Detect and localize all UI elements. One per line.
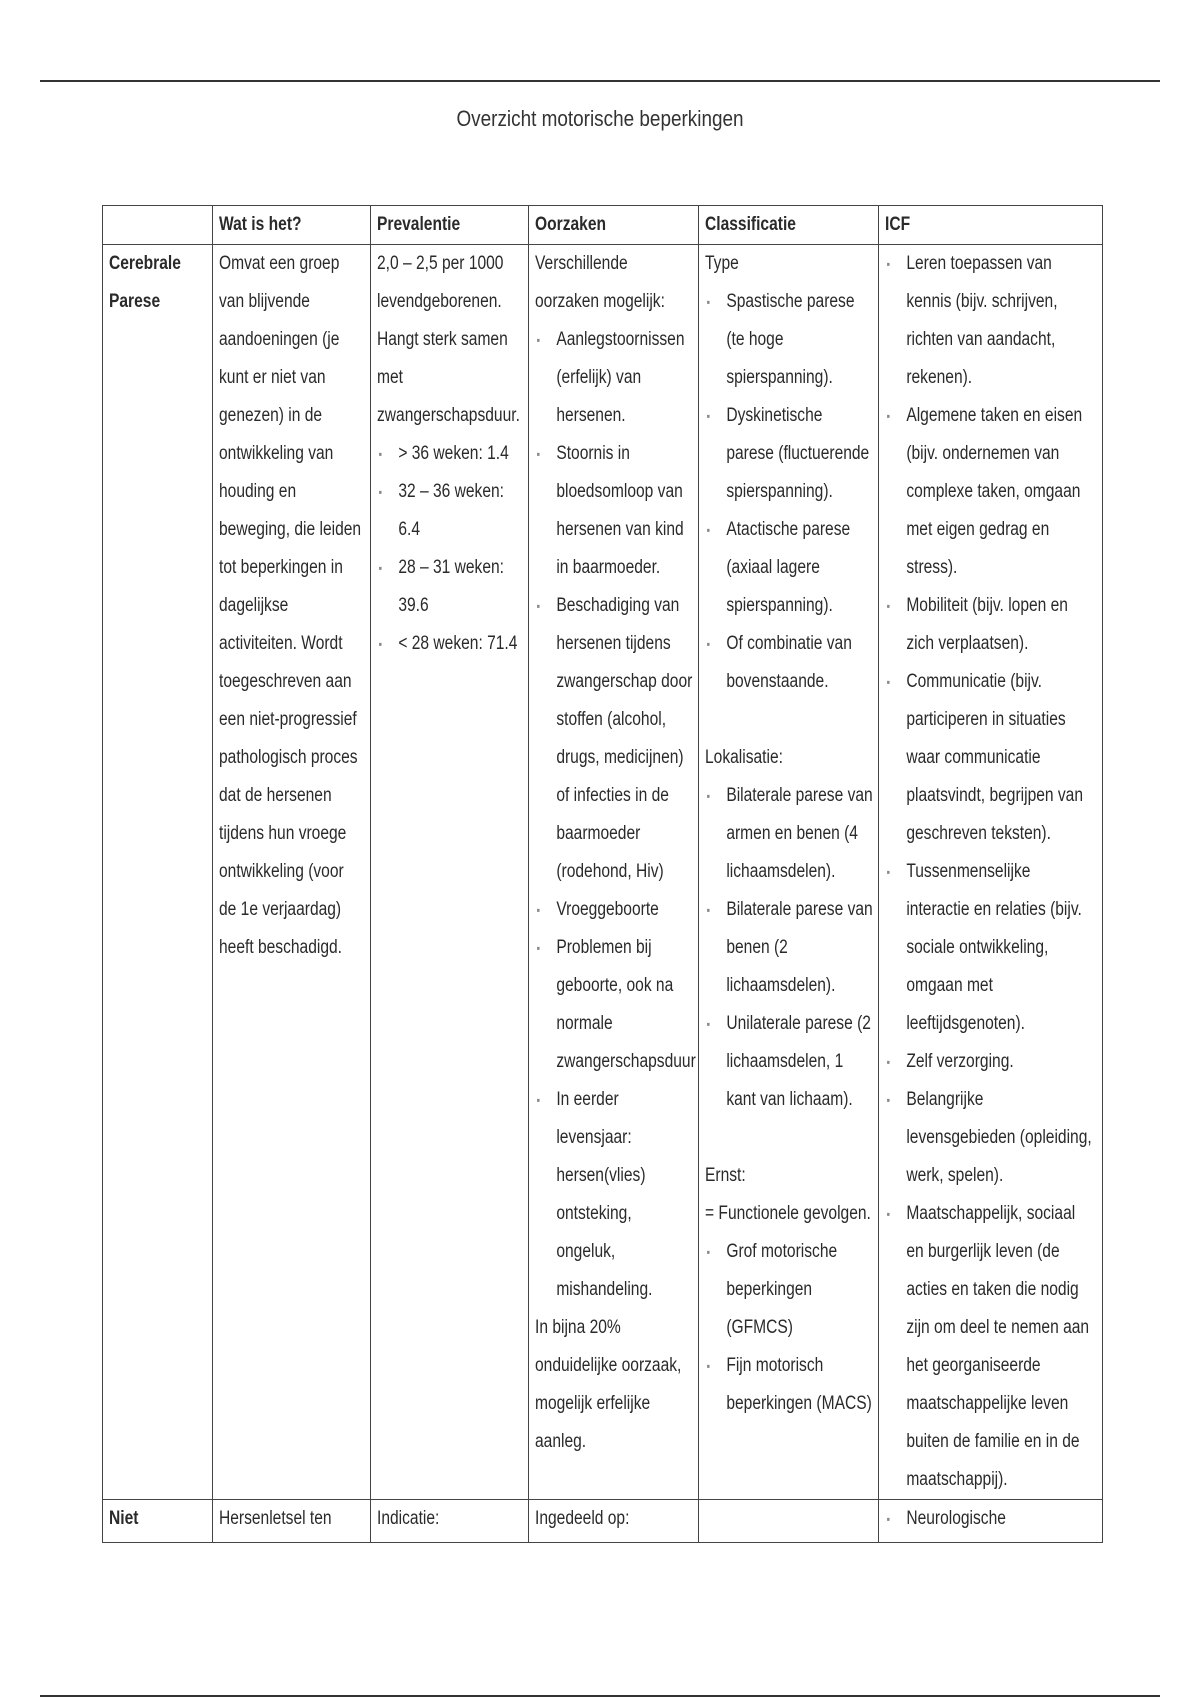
list-item: ▪ Of combinatie van bovenstaande. xyxy=(705,625,873,701)
oorzaken-text: Ingedeeld op: xyxy=(535,1508,630,1529)
list-item: ▪ Bilaterale parese van benen (2 lichaamsdelen). xyxy=(705,891,873,1005)
type-list xyxy=(705,283,873,701)
row-label: Cerebrale Parese xyxy=(109,253,181,312)
list-item: ▪ 32 – 36 weken: 6.4 xyxy=(377,473,523,549)
list-item: ▪ 28 – 31 weken: 39.6 xyxy=(377,549,523,625)
prevalentie-list xyxy=(377,435,523,663)
header-cell-empty xyxy=(103,206,213,245)
list-item: ▪ Atactische parese (axiaal lagere spierspanning). xyxy=(705,511,873,625)
ernst-list xyxy=(705,1233,873,1423)
classificatie-cell xyxy=(699,245,879,1500)
list-item: ▪ Belangrijke levensgebieden (opleiding, werk, spelen). xyxy=(885,1081,1096,1195)
list-item: ▪ Algemene taken en eisen (bijv. ondernemen van complexe taken, omgaan met eigen gedrag en stress). xyxy=(885,397,1096,587)
classificatie-cell xyxy=(699,1500,879,1543)
table-row-cerebrale-parese xyxy=(103,245,1103,1500)
header-cell-oorzaken: Oorzaken xyxy=(529,206,699,245)
icf-cell xyxy=(879,1500,1103,1543)
lokalisatie-label: Lokalisatie: xyxy=(705,747,783,768)
table-row-niet xyxy=(103,1500,1103,1543)
prevalentie-intro: 2,0 – 2,5 per 1000 levendgeborenen. Hangt sterk samen met zwangerschapsduur. xyxy=(377,253,520,426)
header-cell-prevalentie: Prevalentie xyxy=(371,206,529,245)
list-item: ▪ Tussenmenselijke interactie en relaties (bijv. sociale ontwikkeling, omgaan met leeftijdsgenoten). xyxy=(885,853,1096,1043)
prevalentie-cell xyxy=(371,245,529,1500)
row-label-cell xyxy=(103,245,213,1500)
list-item: ▪ Unilaterale parese (2 lichaamsdelen, 1 kant van lichaam). xyxy=(705,1005,873,1119)
ernst-sub: = Functionele gevolgen. xyxy=(705,1203,871,1224)
type-label: Type xyxy=(705,253,739,274)
icf-cell xyxy=(879,245,1103,1500)
list-item: ▪ Leren toepassen van kennis (bijv. schrijven, richten van aandacht, rekenen). xyxy=(885,245,1096,397)
list-item: ▪ Dyskinetische parese (fluctuerende spierspanning). xyxy=(705,397,873,511)
bottom-rule xyxy=(40,1695,1160,1697)
ernst-label: Ernst: xyxy=(705,1165,746,1186)
list-item: ▪ Spastische parese (te hoge spierspanning). xyxy=(705,283,873,397)
oorzaken-cell xyxy=(529,1500,699,1543)
oorzaken-cell xyxy=(529,245,699,1500)
header-row xyxy=(103,206,1103,245)
list-item: ▪ Fijn motorisch beperkingen (MACS) xyxy=(705,1347,873,1423)
list-item: ▪ Aanlegstoornissen (erfelijk) van hersenen. xyxy=(535,321,693,435)
header-cell-wat-is-het: Wat is het? xyxy=(213,206,371,245)
list-item: ▪ Bilaterale parese van armen en benen (4 lichaamsdelen). xyxy=(705,777,873,891)
wat-is-het-text: Omvat een groep van blijvende aandoeningen (je kunt er niet van genezen) in de ontwikkeling van houding en beweging, die leiden tot beperkingen in dagelijkse activiteiten. Wordt toegeschreven aan een niet-progressief pathologisch proces dat de hersenen tijdens hun vroege ontwikkeling (voor de 1e verjaardag) heeft beschadigd. xyxy=(219,253,362,958)
icf-list xyxy=(885,1500,1096,1538)
oorzaken-list xyxy=(535,321,696,1309)
list-item: ▪ > 36 weken: 1.4 xyxy=(377,435,523,473)
prevalentie-cell xyxy=(371,1500,529,1543)
prevalentie-text: Indicatie: xyxy=(377,1508,440,1529)
row-label-cell xyxy=(103,1500,213,1543)
oorzaken-intro: Verschillende oorzaken mogelijk: xyxy=(535,253,665,312)
list-item: ▪ Beschadiging van hersenen tijdens zwangerschap door stoffen (alcohol, drugs, medicijnen) of infecties in de baarmoeder (rodehond, Hiv) xyxy=(535,587,693,891)
list-item: ▪ Vroeggeboorte xyxy=(535,891,693,929)
icf-list xyxy=(885,245,1096,1499)
lokalisatie-list xyxy=(705,777,873,1119)
list-item: ▪ Stoornis in bloedsomloop van hersenen van kind in baarmoeder. xyxy=(535,435,693,587)
list-item: ▪ Neurologische xyxy=(885,1500,1096,1538)
overview-table xyxy=(102,205,1103,1543)
list-item: ▪ Problemen bij geboorte, ook na normale zwangerschapsduur xyxy=(535,929,693,1081)
list-item: ▪ In eerder levensjaar: hersen(vlies) ontsteking, ongeluk, mishandeling. xyxy=(535,1081,693,1309)
list-item: ▪ Communicatie (bijv. participeren in situaties waar communicatie plaatsvindt, begrijpen van geschreven teksten). xyxy=(885,663,1096,853)
oorzaken-outro: In bijna 20% onduidelijke oorzaak, mogelijk erfelijke aanleg. xyxy=(535,1317,682,1452)
list-item: ▪ Maatschappelijk, sociaal en burgerlijk leven (de acties en taken die nodig zijn om deel te nemen aan het georganiseerde maatschappelijke leven buiten de familie en in de maatschappij). xyxy=(885,1195,1096,1499)
header-cell-classificatie: Classificatie xyxy=(699,206,879,245)
list-item: ▪ Zelf verzorging. xyxy=(885,1043,1096,1081)
wat-is-het-cell xyxy=(213,1500,371,1543)
wat-is-het-text: Hersenletsel ten xyxy=(219,1508,332,1529)
list-item: ▪ Mobiliteit (bijv. lopen en zich verplaatsen). xyxy=(885,587,1096,663)
list-item: ▪ Grof motorische beperkingen (GFMCS) xyxy=(705,1233,873,1347)
header-cell-icf: ICF xyxy=(879,206,1103,245)
top-rule xyxy=(40,80,1160,82)
wat-is-het-cell xyxy=(213,245,371,1500)
page-title: Overzicht motorische beperkingen xyxy=(456,106,744,131)
row-label: Niet xyxy=(109,1508,139,1529)
list-item: ▪ < 28 weken: 71.4 xyxy=(377,625,523,663)
